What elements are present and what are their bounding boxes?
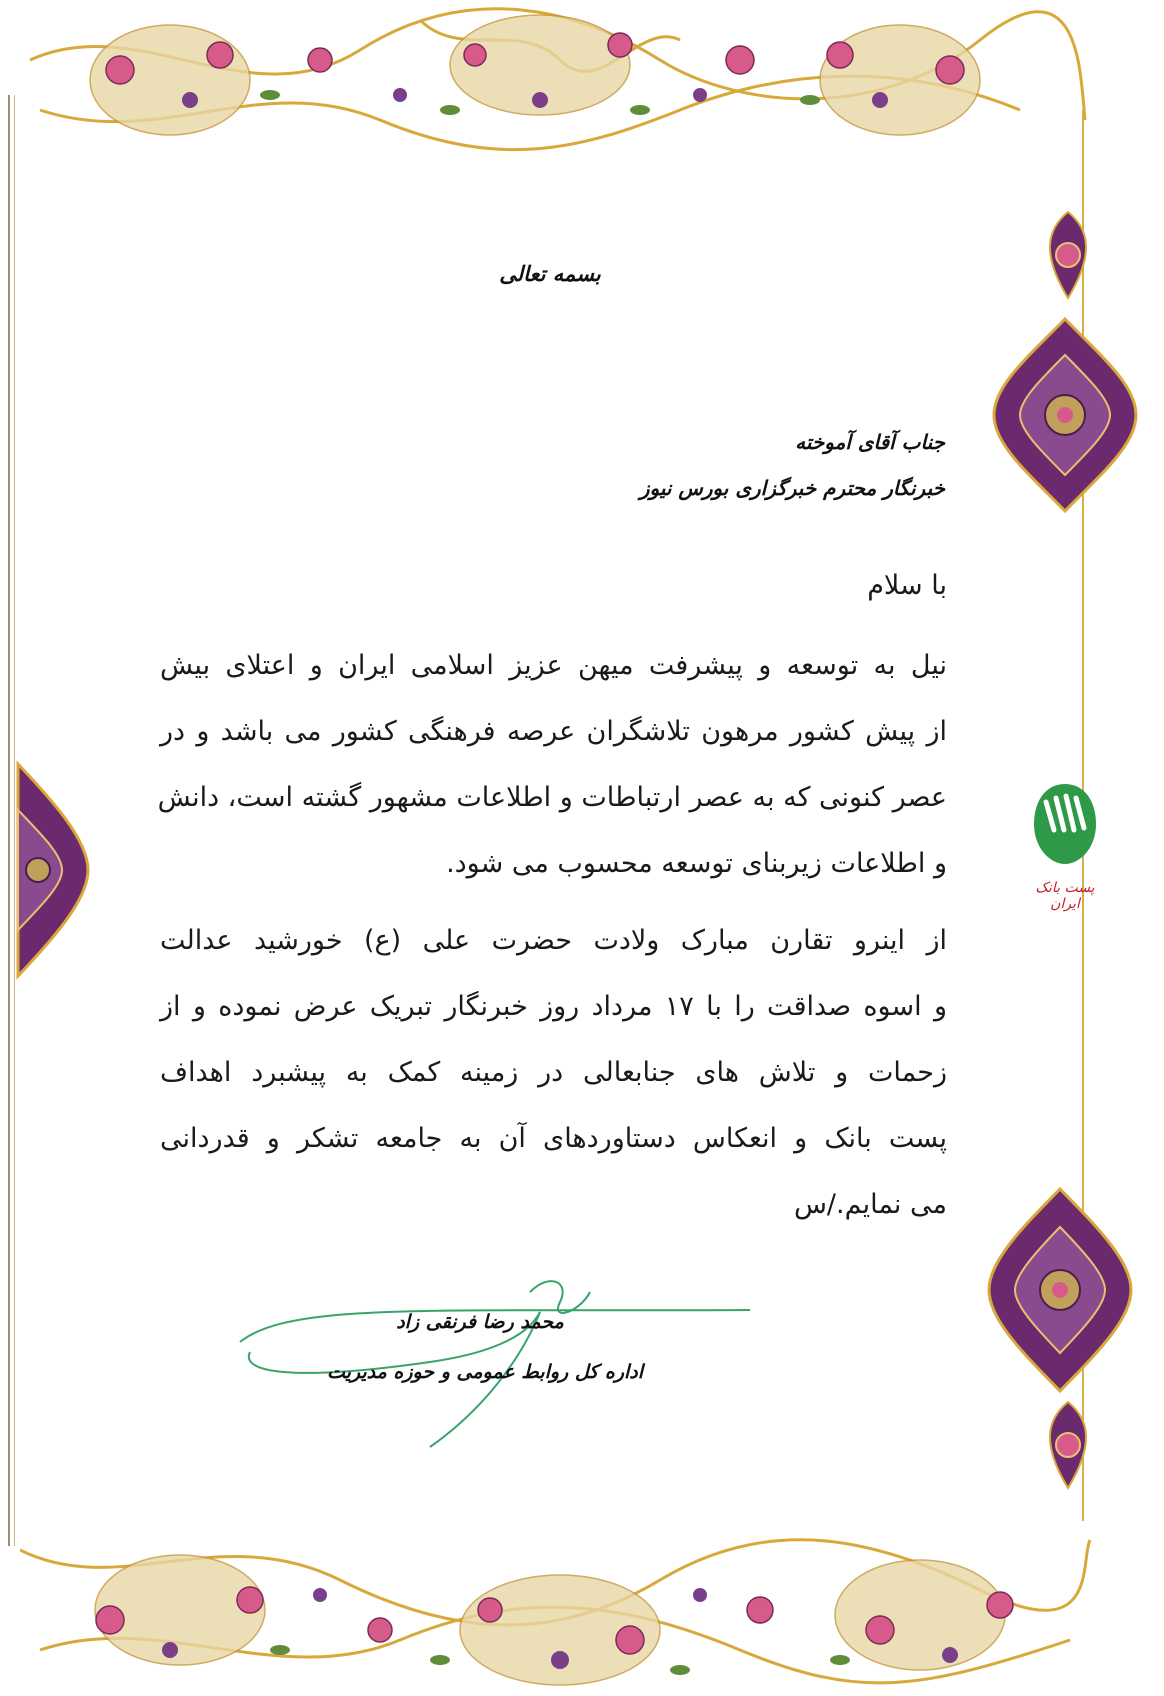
post-bank-logo-text: پست بانک ایران: [1035, 880, 1095, 912]
bottom-floral-border-icon: [20, 1520, 1095, 1696]
letter-heading: بسمه تعالی: [499, 262, 601, 286]
signer-office: اداره کل روابط عمومی و حوزه مدیریت: [326, 1361, 644, 1383]
body-line: می نمایم./س: [793, 1189, 947, 1220]
body-line: از اینرو تقارن مبارک ولادت حضرت علی (ع) خورشید عدالت: [160, 925, 947, 956]
persian-medallion-icon: [1040, 210, 1096, 300]
persian-medallion-icon: [1040, 1400, 1096, 1490]
body-line: زحمات و تلاش های جنابعالی در زمینه کمک به پیشبرد اهداف: [160, 1057, 947, 1088]
salutation: با سلام: [867, 570, 947, 601]
post-bank-logo-icon: [1030, 780, 1100, 870]
body-line: از پیش کشور مرهون تلاشگران عرصه فرهنگی کشور می باشد و در: [160, 716, 947, 747]
addressee-name: جناب آقای آموخته: [795, 430, 945, 454]
persian-medallion-icon: [985, 1185, 1135, 1395]
body-line: و اطلاعات زیربنای توسعه محسوب می شود.: [446, 848, 947, 879]
body-line: پست بانک و انعکاس دستاوردهای آن به جامعه تشکر و قدردانی: [160, 1123, 947, 1154]
body-line: و اسوه صداقت را با ۱۷ مرداد روز خبرنگار تبریک عرض نموده و از: [160, 991, 947, 1022]
body-line: عصر کنونی که به عصر ارتباطات و اطلاعات مشهور گشته است، دانش: [157, 782, 947, 813]
signer-name: محمد رضا فرنقی زاد: [396, 1311, 564, 1333]
left-border-line: [8, 95, 10, 1546]
addressee-title: خبرنگار محترم خبرگزاری بورس نیوز: [639, 476, 945, 500]
top-floral-border-icon: [20, 0, 1095, 160]
persian-medallion-icon: [12, 760, 92, 980]
persian-medallion-icon: [990, 315, 1140, 515]
body-line: نیل به توسعه و پیشرفت میهن عزیز اسلامی ایران و اعتلای بیش: [160, 650, 947, 681]
